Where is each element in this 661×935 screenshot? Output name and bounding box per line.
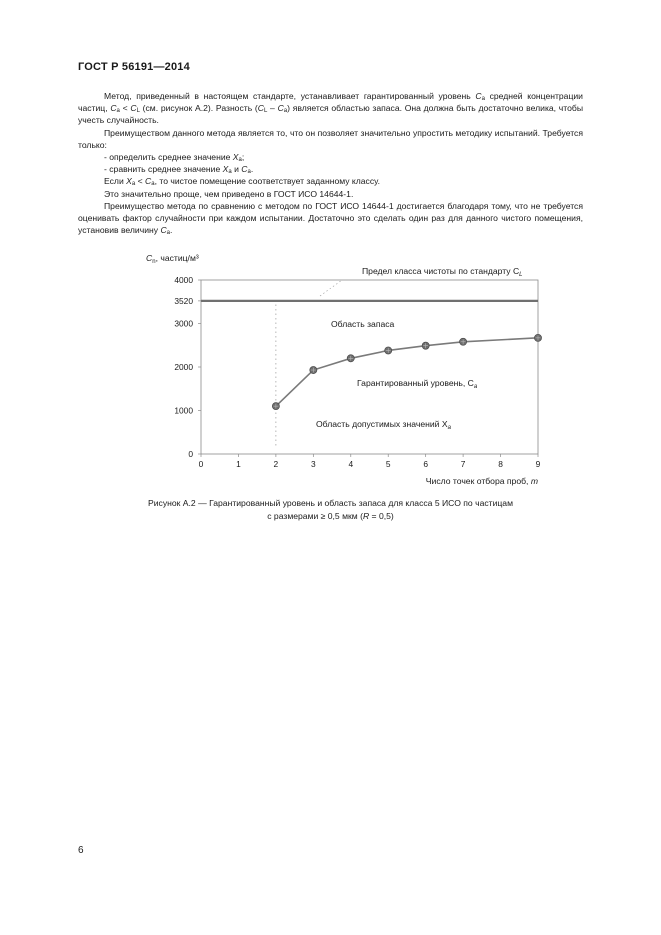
data-point-3	[385, 347, 392, 354]
list-item-determine: - определить среднее значение $X_a$;	[104, 152, 245, 164]
paragraph-condition: Если $X_a < C_a$, то чистое помещение соответствует заданному классу.	[104, 176, 380, 188]
x-tick-label-0: 0	[198, 459, 204, 469]
y-tick-label-2: 2000	[174, 362, 193, 372]
x-tick-label-1: 1	[236, 459, 241, 469]
data-point-4	[422, 342, 429, 349]
y-axis-label: $C_n$, частиц/м³	[146, 253, 199, 265]
x-tick-label-8: 8	[498, 459, 503, 469]
x-tick-label-4: 4	[348, 459, 354, 469]
figure-caption	[0, 497, 661, 523]
y-tick-label-1: 1000	[174, 405, 193, 416]
y-tick-label-0: 0	[188, 449, 193, 459]
reserve-annotation: Область запаса	[331, 319, 395, 329]
x-tick-label-6: 6	[423, 459, 429, 469]
list-item-compare: - сравнить среднее значение $X_a$ и $C_a$.	[104, 164, 254, 176]
guaranteed-annotation: Гарантированный уровень, $C_a$	[357, 378, 478, 390]
page-number: 6	[78, 845, 84, 856]
x-tick-label-2: 2	[273, 459, 279, 469]
x-tick-label-9: 9	[535, 459, 541, 469]
x-axis-label: Число точек отбора проб, m	[425, 476, 538, 486]
paragraph-advantage: Преимуществом данного метода является то, что он позволяет значительно упростить методику испытаний. Требуется только:	[78, 127, 583, 150]
y-axis-ticks	[174, 275, 201, 459]
caption-line-2: с размерами ≥ 0,5 мкм (R = 0,5)	[267, 511, 394, 521]
x-tick-label-7: 7	[460, 459, 466, 469]
limit-leader-line	[320, 280, 342, 296]
x-tick-label-5: 5	[385, 459, 391, 469]
paragraph-comparison: Преимущество метода по сравнению с методом по ГОСТ ИСО 14644-1 достигается благодаря тому, что не требуется оценивать фактор случайности при каждом испытании. Достаточно это сделать один раз для данного чистого помещения, установив величину $C_a$.	[78, 200, 583, 237]
allowed-annotation: Область допустимых значений $X_a$	[316, 419, 451, 431]
x-tick-label-3: 3	[310, 459, 316, 469]
data-point-5	[460, 338, 467, 345]
y-tick-label-5: 4000	[174, 275, 193, 285]
data-point-0	[272, 403, 279, 410]
caption-line-1: Рисунок А.2 — Гарантированный уровень и область запаса для класса 5 ИСО по частицам	[148, 498, 513, 508]
x-axis-ticks	[199, 454, 541, 469]
data-point-6	[534, 334, 541, 341]
series-markers	[272, 334, 541, 409]
y-tick-label-4: 3520	[174, 295, 193, 306]
data-point-2	[347, 355, 354, 362]
standard-header: ГОСТ Р 56191—2014	[78, 61, 190, 73]
data-point-1	[310, 366, 317, 373]
paragraph-method: Метод, приведенный в настоящем стандарте, устанавливает гарантированный уровень $C_a$ средней концентрации частиц, $C_a < C_L$ (см. рисунок А.2). Разность $(C_L - C_a)$ является областью запаса. Она должна быть достаточно велика, чтобы учесть случайность.	[78, 91, 583, 126]
y-tick-label-3: 3000	[174, 318, 193, 329]
paragraph-simpler: Это значительно проще, чем приведено в ГОСТ ИСО 14644-1.	[104, 188, 354, 199]
limit-annotation: Предел класса чистоты по стандарту $C_L$	[362, 266, 523, 278]
